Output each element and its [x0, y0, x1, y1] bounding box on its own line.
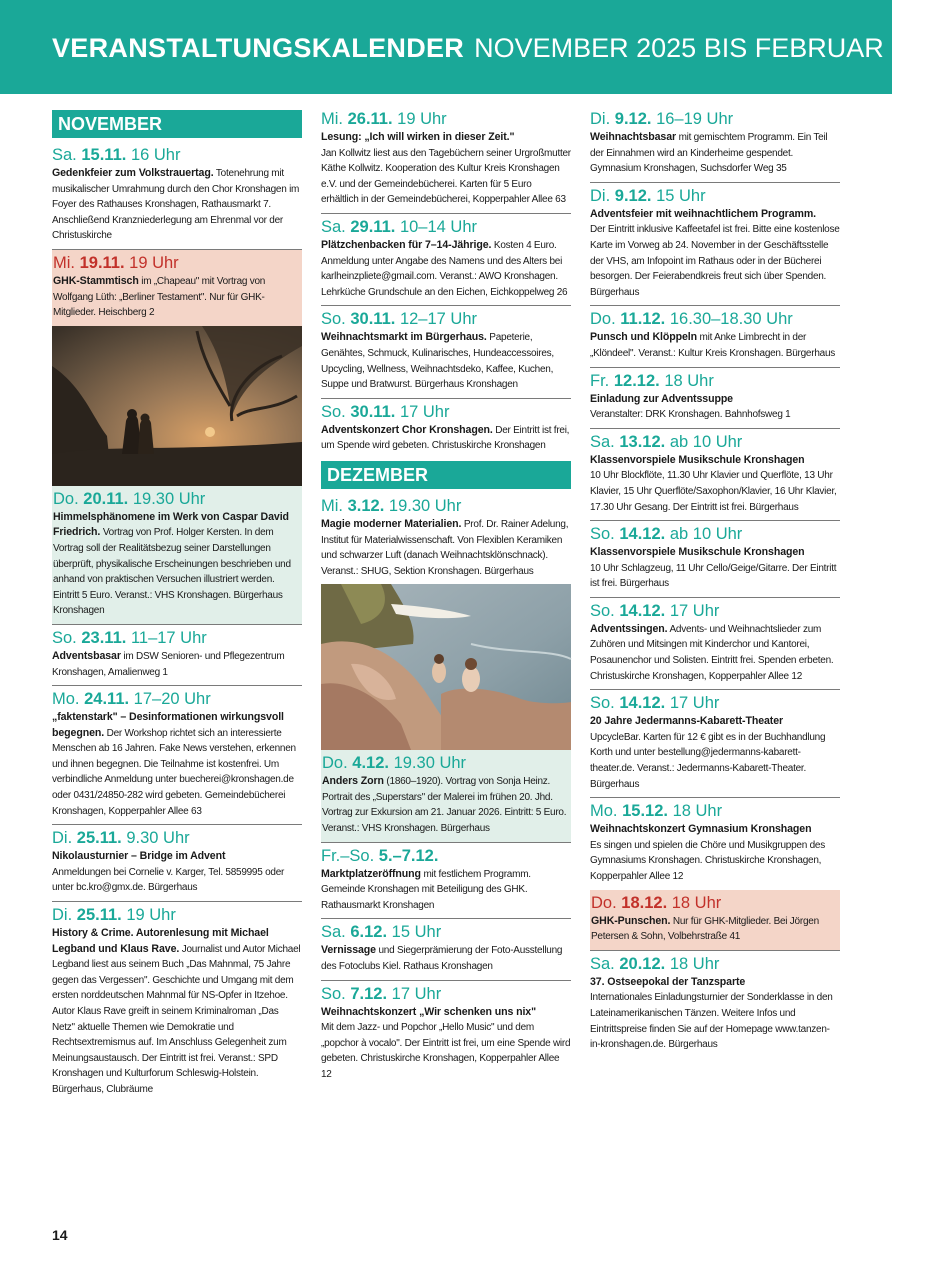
event-entry — [321, 106, 571, 214]
calendar-subtitle: NOVEMBER 2025 BIS FEBRUAR 2026 — [474, 33, 951, 63]
event-entry — [590, 951, 840, 1058]
event-description: Weihnachtsbasar mit gemischtem Programm. Ein Teil der Einnahmen wird an Kinderheime gespendet. Gymnasium Kronshagen, Suchsdorfer Weg 35 — [590, 131, 828, 175]
event-description: Lesung: „Ich will wirken in dieser Zeit." Jan Kollwitz liest aus den Tagebüchern seiner Urgroßmutter Käthe Kollwitz. Kooperation des Kultur Kreis Kronshagen e.V. und der Gemeindebücherei. Karten für 5 Euro erhältlich in der Gemeindebücherei, Kopperpahler Allee 63 — [321, 131, 571, 206]
column-2 — [321, 106, 571, 1088]
event-title: Plätzchenbacken für 7–14-Jährige. — [321, 238, 492, 251]
event-entry — [590, 598, 840, 690]
event-date: Do. 20.11. 19.30 Uhr — [53, 489, 206, 508]
event-title: Adventskonzert Chor Kronshagen. — [321, 423, 493, 436]
event-title: Lesung: „Ich will wirken in dieser Zeit." — [321, 131, 515, 143]
event-description: Anders Zorn (1860–1920). Vortrag von Sonja Heinz. Portrait des „Superstars" der Malerei im frühen 20. Jhd. Vortrag zur Exkursion am 21. Januar 2026. Eintritt: 5 Euro. Veranst.: VHS Kronshagen. Bürgerhaus — [322, 775, 567, 835]
event-entry-highlighted — [590, 890, 840, 951]
event-title: Vernissage — [321, 944, 376, 957]
event-description: Magie moderner Materialien. Prof. Dr. Rainer Adelung, Institut für Materialwissenschaft. Von Flexiblen Keramiken und schwarzer Luft (danach Weihnachtsklönschnack). Veranst.: SHUG, Sektion Kronshagen. Bürgerhaus — [321, 517, 569, 577]
event-description: Weihnachtskonzert Gymnasium Kronshagen Es singen und spielen die Chöre und Musikgruppen des Gymnasiums Kronshagen. Christuskirche Kronshagen, Kopperpahler Allee 12 — [590, 823, 825, 882]
event-description: Adventssingen. Advents- und Weihnachtslieder zum Zuhören und Mitsingen mit Kinderchor und Kantorei, Posaunenchor und Solisten. Eintritt frei. Spenden erbeten. Christuskirche Kronshagen, Kopperpahler Allee 12 — [590, 622, 834, 682]
event-date: Do. 18.12. 18 Uhr — [591, 893, 722, 912]
event-title: Adventssingen. — [590, 622, 668, 635]
page-header — [0, 0, 951, 94]
event-entry — [52, 825, 302, 902]
event-entry — [590, 798, 840, 889]
event-title: Klassenvorspiele Musikschule Kronshagen — [590, 453, 805, 466]
event-entry — [590, 368, 840, 429]
event-title: Marktplatzeröffnung — [321, 867, 421, 880]
event-title: GHK-Stammtisch — [53, 274, 139, 287]
event-entry-highlighted — [52, 486, 302, 624]
event-entry — [321, 214, 571, 306]
column-3 — [590, 106, 840, 1058]
event-title: Adventsbasar — [52, 649, 121, 662]
event-date: Di. 9.12. 16–19 Uhr — [590, 110, 734, 128]
calendar-title: VERANSTALTUNGSKALENDER — [52, 33, 465, 63]
event-date: So. 7.12. 17 Uhr — [321, 984, 442, 1003]
event-description: „faktenstark" – Desinformationen wirkungsvoll begegnen. Der Workshop richtet sich an interessierte Menschen ab 16 Jahren. Fake News verstehen, erkennen und ihnen begegnen. Die Teilnahme ist kostenfrei. Um verbindliche Anmeldung unter buecherei@kronshagen.de oder 0431/24850-282 wird gebeten. Gemeindebücherei Kronshagen, Kopperpahler Allee 63 — [52, 711, 296, 817]
event-description: Vernissage und Siegerprämierung der Foto-Ausstellung des Fotoclubs Kiel. Rathaus Kronshagen — [321, 944, 563, 973]
event-date: Do. 11.12. 16.30–18.30 Uhr — [590, 310, 793, 329]
event-date: So. 14.12. 17 Uhr — [590, 694, 720, 713]
event-entry — [52, 686, 302, 825]
event-title: Weihnachtsmarkt im Bürgerhaus. — [321, 331, 487, 344]
event-title: Weihnachtsbasar — [590, 131, 677, 143]
event-entry — [590, 183, 840, 307]
event-entry — [52, 142, 302, 250]
event-date: Sa. 15.11. 16 Uhr — [52, 146, 181, 164]
painting-zorn-image — [321, 584, 571, 750]
event-title: Adventsfeier mit weihnachtlichem Programm. — [590, 207, 816, 220]
event-date: Sa. 29.11. 10–14 Uhr — [321, 217, 477, 236]
event-date: So. 14.12. 17 Uhr — [590, 601, 720, 620]
event-date: Fr. 12.12. 18 Uhr — [590, 371, 714, 390]
event-title: Einladung zur Adventssuppe — [590, 392, 733, 405]
event-title: Weihnachtskonzert Gymnasium Kronshagen — [590, 823, 812, 836]
event-description: Plätzchenbacken für 7–14-Jährige. Kosten 4 Euro. Anmeldung unter Angabe des Namens und des Alters bei karlheinzpliete@gmail.com. Veranst.: AWO Kronshagen. Lehrküche Grundschule an den Eichen, Eichkoppelweg 26 — [321, 238, 568, 298]
event-description: Marktplatzeröffnung mit festlichem Programm. Gemeinde Kronshagen mit Beteiligung des GHK. Rathausmarkt Kronshagen — [321, 867, 531, 911]
event-title: „faktenstark" – Desinformationen wirkungsvoll begegnen. — [52, 711, 284, 739]
event-description: Nikolausturnier – Bridge im Advent Anmeldungen bei Cornelie v. Karger, Tel. 5859995 oder unter bc.kro@gmx.de. Bürgerhaus — [52, 850, 285, 894]
event-entry — [590, 429, 840, 521]
event-entry — [321, 306, 571, 398]
event-date: So. 23.11. 11–17 Uhr — [52, 628, 207, 647]
event-title: Punsch und Klöppeln — [590, 331, 697, 344]
event-title: Himmelsphänomene im Werk von Caspar David Friedrich. — [53, 510, 289, 539]
event-description: Punsch und Klöppeln mit Anke Limbrecht in der „Klöndeel". Veranst.: Kultur Kreis Kronshagen. Bürgerhaus — [590, 331, 836, 359]
event-entry — [321, 493, 571, 584]
event-title: 37. Ostseepokal der Tanzsparte — [590, 975, 746, 988]
event-date: So. 14.12. ab 10 Uhr — [590, 525, 743, 544]
event-date: Di. 9.12. 15 Uhr — [590, 186, 706, 205]
event-title: Klassenvorspiele Musikschule Kronshagen — [590, 546, 805, 559]
event-date: Mi. 19.11. 19 Uhr — [53, 253, 179, 272]
page-number: 14 — [52, 1227, 68, 1243]
event-title: Nikolausturnier – Bridge im Advent — [52, 850, 226, 863]
event-date: Mo. 24.11. 17–20 Uhr — [52, 690, 211, 709]
event-date: Mo. 15.12. 18 Uhr — [590, 802, 723, 821]
event-date: Fr.–So. 5.–7.12. — [321, 846, 439, 865]
event-entry — [590, 306, 840, 367]
event-description: History & Crime. Autorenlesung mit Michael Legband und Klaus Rave. Journalist und Autor Michael Legband liest aus seinem Buch „Das Mahnmal, 75 Jahre gegen das Vergessen". Geschichte und Umgang mit dem ersten norddeutschen Mahnmal für NS-Opfer in Itzehoe. Autor Klaus Rave greift in seinem Kriminalroman „Das Netz" aktuelle Themen wie Demokratie und Rechtsextremismus auf. Im Anschluss Gelegenheit zum Meinungsaustausch. Der Eintritt ist frei. Veranst.: SPD Kronshagen und Kulturforum Schleswig-Holstein. Bürgerhaus, Clubräume — [52, 927, 301, 1095]
event-description: Adventsbasar im DSW Senioren- und Pflegezentrum Kronshagen, Amalienweg 1 — [52, 649, 285, 678]
event-date: Mi. 26.11. 19 Uhr — [321, 110, 447, 128]
event-description: Weihnachtskonzert „Wir schenken uns nix" Mit dem Jazz- und Popchor „Hello Music" und dem „popchor à vocalo". Der Eintritt ist frei, um eine Spende wird gebeten. Christuskirche Kronshagen, Kopperpahler Allee 12 — [321, 1005, 571, 1080]
month-heading-dezember: DEZEMBER — [321, 461, 571, 489]
event-description: Klassenvorspiele Musikschule Kronshagen 10 Uhr Blockflöte, 11.30 Uhr Klavier und Querflöte, 13 Uhr Klavier, 15 Uhr Querflöte/Saxophon/Klavier, 16 Uhr Klavier, 17.30 Uhr Gesang. Der Eintritt ist frei. Bürgerhaus — [590, 453, 837, 513]
event-title: Weihnachtskonzert „Wir schenken uns nix" — [321, 1005, 537, 1018]
event-description: 37. Ostseepokal der Tanzsparte Internationales Einladungsturnier der Sonderklasse in den Lateinamerikanischen Tänzen. Weitere Infos und Eintrittspreise finden Sie auf der Homepage www.tanzen-in-kronshagen.de. Bürgerhaus — [590, 975, 833, 1051]
event-entry-highlighted — [52, 250, 302, 326]
event-title: GHK-Punschen. — [591, 914, 671, 927]
event-description: GHK-Stammtisch im „Chapeau" mit Vortrag von Wolfgang Lüth: „Berliner Testament". Nur für GHK-Mitglieder. Heischberg 2 — [53, 274, 266, 319]
event-date: Mi. 3.12. 19.30 Uhr — [321, 496, 462, 515]
event-title: Anders Zorn — [322, 775, 384, 788]
event-entry — [321, 399, 571, 459]
event-entry — [321, 919, 571, 980]
event-date: Do. 4.12. 19.30 Uhr — [322, 754, 467, 773]
event-description: Weihnachtsmarkt im Bürgerhaus. Papeterie, Genähtes, Schmuck, Kulinarisches, Hundeaccessoires, Upcycling, Wellness, Weihnachtsdeko, Kaffee, Kuchen, Suppe und Bratwurst. Bürgerhaus Kronshagen — [321, 331, 554, 391]
painting-friedrich-image — [52, 326, 302, 486]
header-title — [52, 33, 951, 64]
event-entry — [590, 106, 840, 183]
event-entry-highlighted — [321, 750, 571, 841]
event-description: Adventskonzert Chor Kronshagen. Der Eintritt ist frei, um Spende wird gebeten. Christuskirche Kronshagen — [321, 423, 570, 452]
event-date: Di. 25.11. 9.30 Uhr — [52, 829, 190, 848]
event-description: Adventsfeier mit weihnachtlichem Programm. Der Eintritt inklusive Kaffeetafel ist frei. Bitte eine kostenlose Karte im Vorweg ab 24. November in der Geschäftsstelle der VHS, am Infopoint im Rathaus oder in der Bücherei besorgen. Der Feierabendkreis freut sich über Spenden. Bürgerhaus — [590, 207, 840, 298]
month-heading-november: NOVEMBER — [52, 110, 302, 138]
event-entry — [590, 690, 840, 798]
event-date: Sa. 6.12. 15 Uhr — [321, 923, 442, 942]
event-description: Klassenvorspiele Musikschule Kronshagen 10 Uhr Schlagzeug, 11 Uhr Cello/Geige/Gitarre. Der Eintritt ist frei. Bürgerhaus — [590, 546, 837, 590]
event-entry — [52, 902, 302, 1103]
event-title: History & Crime. Autorenlesung mit Michael Legband und Klaus Rave. — [52, 927, 269, 955]
event-date: So. 30.11. 12–17 Uhr — [321, 310, 477, 329]
event-date: Sa. 20.12. 18 Uhr — [590, 954, 720, 973]
event-title: 20 Jahre Jedermanns-Kabarett-Theater — [590, 715, 784, 728]
event-description: Gedenkfeier zum Volkstrauertag. Totenehrung mit musikalischer Umrahmung durch den Chor Kronshagen im Foyer des Rathauses Kronshagen, Rathausmarkt 7. Anschließend Kranzniederlegung am Ehrenmal vor der Christuskirche — [52, 167, 300, 242]
event-entry — [52, 625, 302, 686]
event-date: So. 30.11. 17 Uhr — [321, 402, 450, 421]
event-description: GHK-Punschen. Nur für GHK-Mitglieder. Bei Jörgen Petersen & Sohn, Volbehrstraße 41 — [591, 914, 819, 943]
event-description: Einladung zur Adventssuppe Veranstalter: DRK Kronshagen. Bahnhofsweg 1 — [590, 392, 791, 421]
event-description: Himmelsphänomene im Werk von Caspar David Friedrich. Vortrag von Prof. Holger Kersten. In dem Vortrag soll der Realitätsbezug seiner Darstellungen überprüft, physikalische Erscheinungen beschrieben und anhand von praktischen Versuchen illustriert werden. Eintritt 5 Euro. Veranst.: VHS Kronshagen. Bürgerhaus Kronshagen — [53, 510, 291, 617]
event-title: Magie moderner Materialien. — [321, 517, 462, 530]
event-title: Gedenkfeier zum Volkstrauertag. — [52, 167, 214, 179]
event-date: Sa. 13.12. ab 10 Uhr — [590, 432, 743, 451]
event-description: 20 Jahre Jedermanns-Kabarett-Theater UpcycleBar. Karten für 12 € gibt es in der Buchhandlung Korth und unter bestellung@jedermanns-kabarett-theater.de. Veranst.: Jedermanns-Kabarett-Theater. Bürgerhaus — [590, 715, 826, 790]
event-entry — [321, 843, 571, 920]
column-1 — [52, 108, 302, 1103]
event-date: Di. 25.11. 19 Uhr — [52, 906, 176, 925]
event-entry — [590, 521, 840, 598]
event-entry — [321, 981, 571, 1088]
